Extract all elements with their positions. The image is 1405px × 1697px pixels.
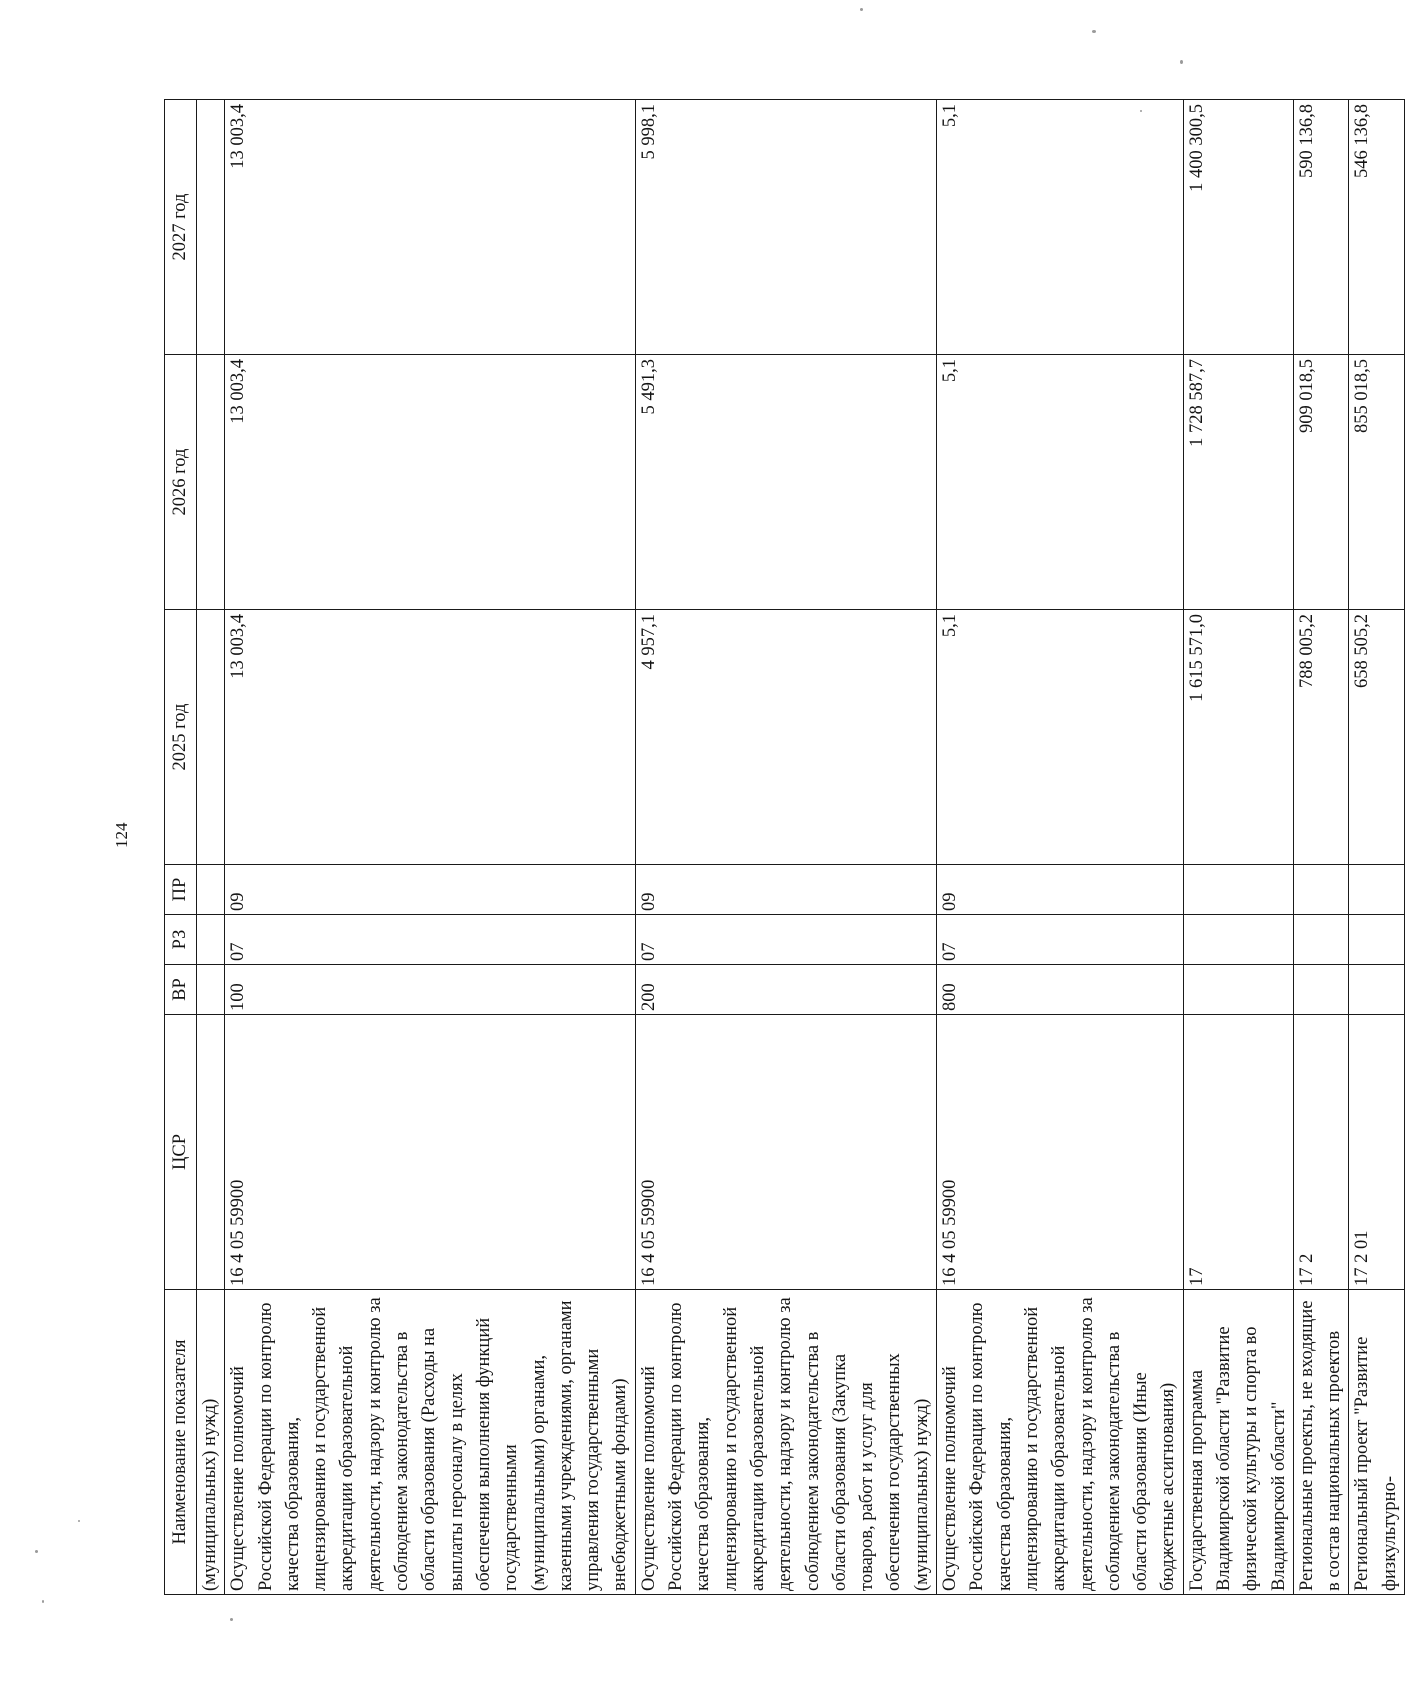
cell-csr: 16 4 05 59900	[635, 1015, 936, 1290]
cell-2025: 658 505,2	[1349, 610, 1405, 865]
cell-pr	[197, 865, 225, 915]
header-2025: 2025 год	[165, 610, 197, 865]
cell-2025: 4 957,1	[635, 610, 936, 865]
cell-2026: 1 728 587,7	[1183, 355, 1293, 610]
cell-name: Осуществление полномочий Российской Федерации по контролю качества образования, лицензированию и государственной аккредитации образовательной деятельности, надзору и контролю за соблюдением законодательства в области образования (Расходы на выплаты персоналу в целях обеспечения выполнения функций государственными (муниципальными) органами, казенными учреждениями, органами управления государственными внебюджетными фондами)	[225, 1290, 635, 1595]
table-row	[1293, 100, 1349, 1595]
cell-2027: 13 003,4	[225, 100, 635, 355]
rotated-page-content	[164, 100, 1400, 1595]
cell-vr	[1293, 965, 1349, 1015]
cell-pr: 09	[635, 865, 936, 915]
table-row	[197, 100, 225, 1595]
cell-2026	[197, 355, 225, 610]
cell-2025: 788 005,2	[1293, 610, 1349, 865]
cell-csr	[197, 1015, 225, 1290]
cell-pr: 09	[937, 865, 1184, 915]
cell-pr	[1349, 865, 1405, 915]
cell-2026: 855 018,5	[1349, 355, 1405, 610]
header-pr: ПР	[165, 865, 197, 915]
header-name: Наименование показателя	[165, 1290, 197, 1595]
scan-speck	[1180, 60, 1183, 64]
header-vr: ВР	[165, 965, 197, 1015]
cell-vr: 200	[635, 965, 936, 1015]
cell-2025: 1 615 571,0	[1183, 610, 1293, 865]
cell-2027	[197, 100, 225, 355]
cell-name: Государственная программа Владимирской области "Развитие физической культуры и спорта во Владимирской области"	[1183, 1290, 1293, 1595]
cell-name: Осуществление полномочий Российской Федерации по контролю качества образования, лицензированию и государственной аккредитации образовательной деятельности, надзору и контролю за соблюдением законодательства в области образования (Иные бюджетные ассигнования)	[937, 1290, 1184, 1595]
cell-2027: 1 400 300,5	[1183, 100, 1293, 355]
table-header-row	[165, 100, 197, 1595]
cell-name: Региональный проект "Развитие физкультурно-	[1349, 1290, 1405, 1595]
scan-speck	[1092, 30, 1096, 33]
cell-2027: 5 998,1	[635, 100, 936, 355]
cell-2025: 13 003,4	[225, 610, 635, 865]
cell-2025: 5,1	[937, 610, 1184, 865]
cell-name: Региональные проекты, не входящие в состав национальных проектов	[1293, 1290, 1349, 1595]
cell-pr	[1293, 865, 1349, 915]
header-2027: 2027 год	[165, 100, 197, 355]
cell-2025	[197, 610, 225, 865]
cell-vr	[197, 965, 225, 1015]
cell-vr: 800	[937, 965, 1184, 1015]
cell-2026: 5,1	[937, 355, 1184, 610]
table-row	[1183, 100, 1293, 1595]
scan-speck	[230, 1618, 233, 1621]
cell-2027: 546 136,8	[1349, 100, 1405, 355]
cell-name: (муниципальных) нужд)	[197, 1290, 225, 1595]
cell-rz	[1183, 915, 1293, 965]
cell-csr: 17 2 01	[1349, 1015, 1405, 1290]
cell-pr	[1183, 865, 1293, 915]
table-row	[1349, 100, 1405, 1595]
cell-vr	[1349, 965, 1405, 1015]
cell-2027: 5,1	[937, 100, 1184, 355]
budget-table	[164, 99, 1405, 1595]
cell-rz: 07	[225, 915, 635, 965]
cell-rz: 07	[635, 915, 936, 965]
cell-name: Осуществление полномочий Российской Федерации по контролю качества образования, лицензированию и государственной аккредитации образовательной деятельности, надзору и контролю за соблюдением законодательства в области образования (Закупка товаров, работ и услуг для обеспечения государственных (муниципальных) нужд)	[635, 1290, 936, 1595]
cell-rz	[1293, 915, 1349, 965]
scan-speck	[1140, 110, 1142, 112]
cell-vr: 100	[225, 965, 635, 1015]
scan-speck	[78, 1520, 80, 1522]
cell-csr: 17	[1183, 1015, 1293, 1290]
cell-2027: 590 136,8	[1293, 100, 1349, 355]
cell-csr: 17 2	[1293, 1015, 1349, 1290]
cell-rz: 07	[937, 915, 1184, 965]
table-row	[937, 100, 1184, 1595]
cell-rz	[1349, 915, 1405, 965]
header-rz: РЗ	[165, 915, 197, 965]
header-2026: 2026 год	[165, 355, 197, 610]
scan-speck	[35, 1550, 38, 1553]
table-row	[635, 100, 936, 1595]
cell-pr: 09	[225, 865, 635, 915]
cell-2026: 909 018,5	[1293, 355, 1349, 610]
cell-csr: 16 4 05 59900	[937, 1015, 1184, 1290]
header-csr: ЦСР	[165, 1015, 197, 1290]
cell-2026: 13 003,4	[225, 355, 635, 610]
cell-2026: 5 491,3	[635, 355, 936, 610]
cell-vr	[1183, 965, 1293, 1015]
scan-speck	[42, 1600, 44, 1603]
scan-speck	[860, 8, 863, 11]
cell-csr: 16 4 05 59900	[225, 1015, 635, 1290]
page-number: 124	[112, 822, 131, 848]
cell-rz	[197, 915, 225, 965]
table-row	[225, 100, 635, 1595]
